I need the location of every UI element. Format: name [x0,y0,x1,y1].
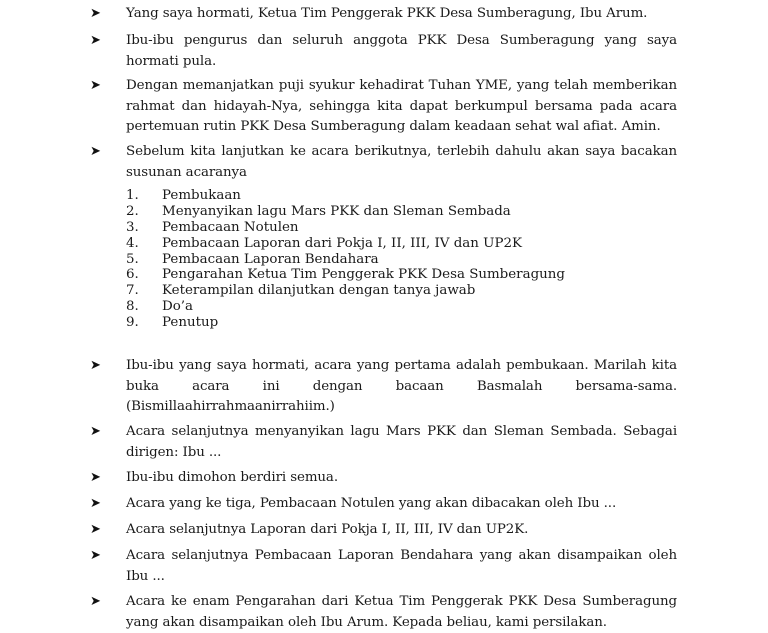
arrow-bullet-icon: ➤ [90,522,101,537]
paragraph-text: Ibu-ibu dimohon berdiri semua. [126,470,338,485]
agenda-number: 7. [126,283,139,299]
agenda-item [126,236,666,252]
agenda-text: Menyanyikan lagu Mars PKK dan Sleman Sembada [162,203,511,219]
agenda-item [126,220,666,236]
paragraph-text: Yang saya hormati, Ketua Tim Penggerak PKK Desa Sumberagung, Ibu Arum. [126,6,648,21]
paragraph-text: Acara selanjutnya Pembacaan Laporan Bendahara yang akan disampaikan oleh Ibu ... [126,548,677,584]
agenda-item [126,299,666,315]
agenda-text: Do’a [162,299,194,315]
arrow-bullet-icon: ➤ [90,6,101,21]
agenda-number: 3. [126,219,139,235]
agenda-number: 8. [126,299,139,315]
paragraph-text: Ibu-ibu yang saya hormati, acara yang pertama adalah pembukaan. Marilah kita buka acara ini dengan bacaan Basmalah bersama-sama. (Bismillaahirrahmaanirrahiim.) [126,358,677,415]
agenda-text: Penutup [162,315,219,331]
agenda-number: 1. [126,188,139,203]
paragraph-text: Ibu-ibu pengurus dan seluruh anggota PKK Desa Sumberagung yang saya hormati pula. [126,33,677,69]
agenda-text: Pembukaan [162,188,241,203]
agenda-text: Pembacaan Laporan Bendahara [162,251,379,267]
paragraph-text: Acara ke enam Pengarahan dari Ketua Tim Penggerak PKK Desa Sumberagung yang akan disampaikan oleh Ibu Arum. Kepada beliau, kami persilakan. [126,594,677,630]
agenda-number: 4. [126,235,139,251]
agenda-number: 9. [126,315,139,331]
agenda-list [126,188,666,331]
arrow-bullet-icon: ➤ [90,470,101,485]
paragraph-text: Acara yang ke tiga, Pembacaan Notulen yang akan dibacakan oleh Ibu ... [126,496,617,511]
agenda-text: Pembacaan Laporan dari Pokja I, II, III, IV dan UP2K [162,235,522,251]
arrow-bullet-icon: ➤ [90,424,101,439]
agenda-item [126,204,666,220]
agenda-item [126,252,666,268]
arrow-bullet-icon: ➤ [90,496,101,511]
agenda-item [126,188,666,204]
agenda-item [126,283,666,299]
agenda-text: Pengarahan Ketua Tim Penggerak PKK Desa Sumberagung [162,267,565,283]
paragraph-text: Sebelum kita lanjutkan ke acara berikutnya, terlebih dahulu akan saya bacakan susunan acaranya [126,144,677,180]
arrow-bullet-icon: ➤ [90,358,101,373]
arrow-bullet-icon: ➤ [90,594,101,609]
arrow-bullet-icon: ➤ [90,144,101,159]
agenda-item [126,267,666,283]
arrow-bullet-icon: ➤ [90,548,101,563]
arrow-bullet-icon: ➤ [90,78,101,93]
paragraph-text: Acara selanjutnya menyanyikan lagu Mars PKK dan Sleman Sembada. Sebagai dirigen: Ibu ... [126,424,677,460]
agenda-number: 2. [126,203,139,219]
agenda-text: Keterampilan dilanjutkan dengan tanya jawab [162,283,476,299]
paragraph-text: Acara selanjutnya Laporan dari Pokja I, II, III, IV dan UP2K. [126,522,529,537]
agenda-item [126,315,666,331]
arrow-bullet-icon: ➤ [90,33,101,48]
agenda-number: 6. [126,267,139,283]
paragraph-text: Dengan memanjatkan puji syukur kehadirat Tuhan YME, yang telah memberikan rahmat dan hidayah-Nya, sehingga kita dapat berkumpul bersama pada acara pertemuan rutin PKK Desa Sumberagung dalam keadaan sehat wal afiat. Amin. [126,78,677,135]
agenda-number: 5. [126,251,139,267]
agenda-text: Pembacaan Notulen [162,219,299,235]
